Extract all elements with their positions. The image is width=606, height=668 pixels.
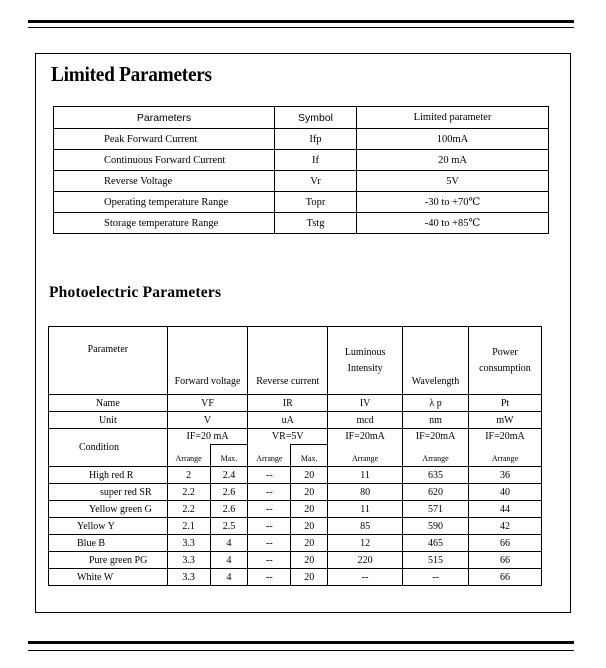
led-name: High red R [49, 467, 168, 484]
cell: 4 [210, 552, 248, 569]
param-symbol: Topr [275, 192, 357, 213]
cell: IF=20 mA [167, 429, 248, 445]
param-name: Reverse Voltage [54, 171, 275, 192]
param-limit: -30 to +70℃ [357, 192, 549, 213]
cell: V [167, 412, 248, 429]
col-header-symbol: Symbol [275, 107, 357, 129]
table-header-row [54, 107, 549, 129]
limited-parameters-title: Limited Parameters [51, 62, 212, 86]
cell: 2.6 [210, 484, 248, 501]
cell: -- [248, 569, 291, 586]
cell: 66 [468, 552, 541, 569]
cell: 66 [468, 569, 541, 586]
col-header-limited-parameter: Limited parameter [357, 107, 549, 129]
cell: 590 [403, 518, 469, 535]
cell: 20 [291, 501, 328, 518]
name-row [49, 395, 542, 412]
param-symbol: Tstg [275, 213, 357, 234]
row-label: Unit [49, 412, 168, 429]
cell: 42 [468, 518, 541, 535]
table-row [54, 129, 549, 150]
cell: 40 [468, 484, 541, 501]
cell: -- [248, 535, 291, 552]
cell: 2.4 [210, 467, 248, 484]
cell: 3.3 [167, 552, 210, 569]
photoelectric-parameters-title: Photoelectric Parameters [49, 284, 222, 301]
cell: 20 [291, 484, 328, 501]
cell: 515 [403, 552, 469, 569]
col-header-parameters: Parameters [54, 107, 275, 129]
cell: Max. [210, 445, 248, 467]
bottom-rule-thick [28, 641, 574, 644]
condition-row [49, 429, 542, 445]
cell: 85 [328, 518, 403, 535]
cell: IF=20mA [328, 429, 403, 445]
param-symbol: Vr [275, 171, 357, 192]
param-symbol: Ifp [275, 129, 357, 150]
cell: nm [403, 412, 469, 429]
top-rule-thin [28, 27, 574, 28]
cell: -- [328, 569, 403, 586]
cell: Arrange [328, 445, 403, 467]
cell: 2.6 [210, 501, 248, 518]
cell: -- [248, 501, 291, 518]
top-rule-thick [28, 20, 574, 23]
cell: Arrange [167, 445, 210, 467]
cell: mW [468, 412, 541, 429]
col-header-parameter: Parameter [49, 327, 168, 395]
table-row [54, 171, 549, 192]
photoelectric-parameters-table [48, 326, 542, 586]
param-name: Storage temperature Range [54, 213, 275, 234]
cell: 20 [291, 552, 328, 569]
led-name: Yellow green G [49, 501, 168, 518]
cell: -- [248, 518, 291, 535]
table-row [54, 150, 549, 171]
table-row [49, 552, 542, 569]
col-header-wavelength: Wavelength [403, 327, 469, 395]
cell: 80 [328, 484, 403, 501]
cell: IV [328, 395, 403, 412]
cell: 11 [328, 467, 403, 484]
table-row [54, 213, 549, 234]
cell: mcd [328, 412, 403, 429]
cell: VF [167, 395, 248, 412]
cell: -- [248, 552, 291, 569]
cell: Max. [291, 445, 328, 467]
cell: 2 [167, 467, 210, 484]
led-name: Blue B [49, 535, 168, 552]
cell: 220 [328, 552, 403, 569]
cell: 2.2 [167, 484, 210, 501]
param-limit: -40 to +85℃ [357, 213, 549, 234]
cell: 11 [328, 501, 403, 518]
led-name: White W [49, 569, 168, 586]
cell: 620 [403, 484, 469, 501]
cell: -- [248, 467, 291, 484]
table-row [49, 501, 542, 518]
row-label: Condition [49, 429, 168, 467]
unit-row [49, 412, 542, 429]
cell: 3.3 [167, 569, 210, 586]
cell: -- [403, 569, 469, 586]
cell: 465 [403, 535, 469, 552]
col-header-power-consumption: Power consumption [468, 327, 541, 395]
led-name: super red SR [49, 484, 168, 501]
cell: 44 [468, 501, 541, 518]
cell: uA [248, 412, 328, 429]
cell: 20 [291, 535, 328, 552]
cell: Arrange [248, 445, 291, 467]
table-row [49, 484, 542, 501]
cell: IF=20mA [468, 429, 541, 445]
param-limit: 5V [357, 171, 549, 192]
row-label: Name [49, 395, 168, 412]
cell: 12 [328, 535, 403, 552]
cell: VR=5V [248, 429, 328, 445]
bottom-rule-thin [28, 650, 574, 651]
param-name: Continuous Forward Current [54, 150, 275, 171]
cell: 66 [468, 535, 541, 552]
cell: 635 [403, 467, 469, 484]
cell: 20 [291, 518, 328, 535]
cell: Pt [468, 395, 541, 412]
cell: 36 [468, 467, 541, 484]
table-row [49, 467, 542, 484]
cell: 3.3 [167, 535, 210, 552]
cell: 4 [210, 569, 248, 586]
param-limit: 20 mA [357, 150, 549, 171]
param-symbol: If [275, 150, 357, 171]
cell: 571 [403, 501, 469, 518]
cell: IR [248, 395, 328, 412]
col-header-forward-voltage: Forward voltage [167, 327, 248, 395]
table-row [54, 192, 549, 213]
table-row [49, 569, 542, 586]
param-limit: 100mA [357, 129, 549, 150]
cell: 20 [291, 569, 328, 586]
table-row [49, 518, 542, 535]
cell: Arrange [468, 445, 541, 467]
cell: IF=20mA [403, 429, 469, 445]
cell: λ p [403, 395, 469, 412]
col-header-luminous-intensity: Luminous Intensity [328, 327, 403, 395]
table-header-row [49, 327, 542, 395]
led-name: Yellow Y [49, 518, 168, 535]
cell: 20 [291, 467, 328, 484]
cell: -- [248, 484, 291, 501]
led-name: Pure green PG [49, 552, 168, 569]
cell: 2.2 [167, 501, 210, 518]
cell: Arrange [403, 445, 469, 467]
cell: 2.5 [210, 518, 248, 535]
table-row [49, 535, 542, 552]
col-header-reverse-current: Reverse current [248, 327, 328, 395]
cell: 2.1 [167, 518, 210, 535]
param-name: Peak Forward Current [54, 129, 275, 150]
param-name: Operating temperature Range [54, 192, 275, 213]
limited-parameters-table [53, 106, 549, 234]
cell: 4 [210, 535, 248, 552]
